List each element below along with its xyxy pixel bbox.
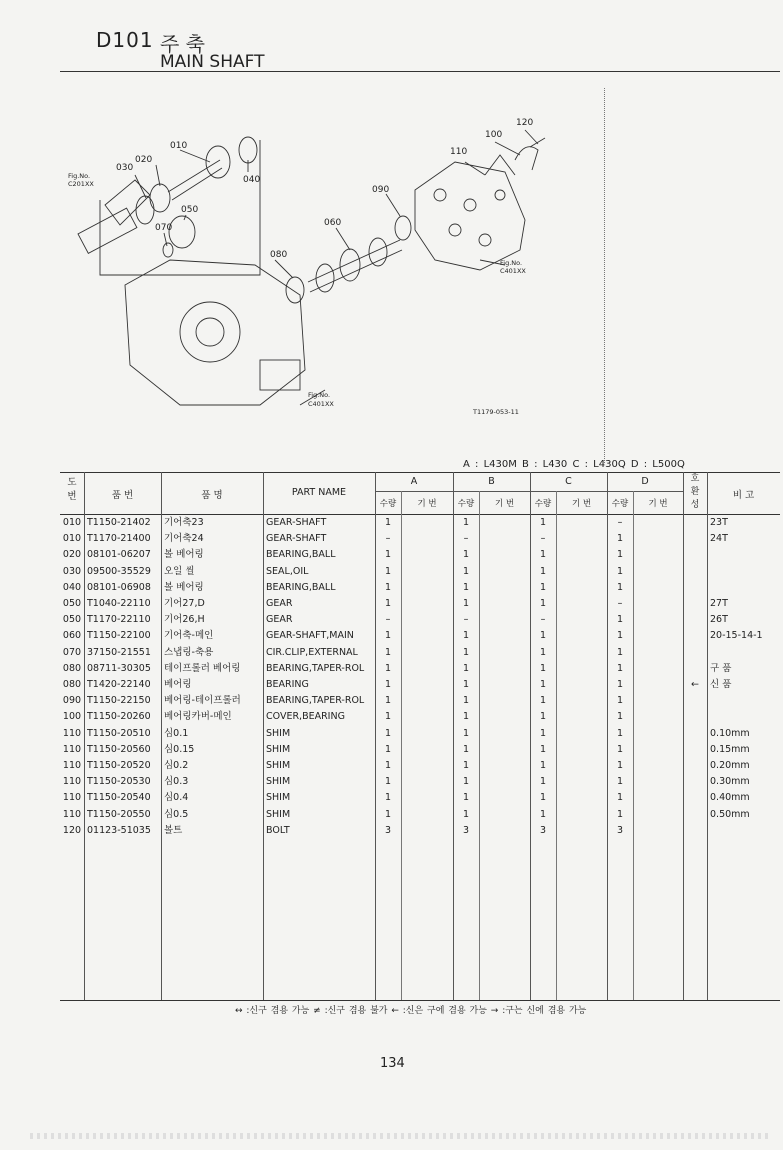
table-row xyxy=(60,661,780,677)
hdr-part-name-en: PART NAME xyxy=(291,487,347,498)
part-110-shim xyxy=(485,155,515,175)
cell-part_no: T1150-22150 xyxy=(87,695,151,707)
cell-part_no: T1150-20520 xyxy=(87,760,151,771)
table-row xyxy=(60,547,780,563)
cell-remark: 0.50mm xyxy=(710,808,750,820)
cell-kr: 심0.1 xyxy=(164,727,189,739)
cell-part_no: T1150-20260 xyxy=(87,711,151,723)
cell-ref: 110 xyxy=(62,760,82,771)
cell-part_no: T1170-21400 xyxy=(87,533,151,545)
cell-c: 1 xyxy=(539,598,547,609)
fig-ref-3-line2: C401XX xyxy=(308,400,334,408)
hdr-remarks: 비 고 xyxy=(732,490,755,501)
cell-c: 1 xyxy=(539,760,547,771)
cell-ref: 020 xyxy=(62,549,82,561)
cell-ref: 030 xyxy=(62,565,82,577)
callout-100: 100 xyxy=(485,130,503,140)
cell-ref: 110 xyxy=(62,808,82,820)
table-row xyxy=(60,612,780,628)
cell-kr: 베어링 xyxy=(164,679,192,690)
cell-kr: 스냅링-축용 xyxy=(164,646,214,658)
cell-remark: 0.20mm xyxy=(710,760,750,771)
cell-c: 1 xyxy=(539,679,547,690)
cell-en: SHIM xyxy=(266,760,291,771)
cell-a: 1 xyxy=(384,679,392,690)
cell-c: – xyxy=(540,614,546,626)
table-bottom-rule xyxy=(60,1000,780,1001)
cell-part_no: T1150-22100 xyxy=(87,630,151,642)
part-100-cover xyxy=(415,162,525,270)
cell-a: 1 xyxy=(384,776,392,788)
cell-ref: 110 xyxy=(62,776,82,788)
hdr-qty-a: 수량 xyxy=(379,499,397,509)
cell-ref: 100 xyxy=(62,711,82,723)
fig-ref-3-line1: Fig.No. xyxy=(308,391,331,399)
cell-en: BEARING,TAPER-ROL xyxy=(266,662,365,674)
cell-a: 1 xyxy=(384,808,392,820)
hdr-serial-c: 기 번 xyxy=(571,499,592,509)
cell-kr: 기어26,H xyxy=(164,614,205,626)
cell-b: 1 xyxy=(462,760,470,771)
cell-b: 1 xyxy=(462,646,470,658)
cell-en: SEAL,OIL xyxy=(266,565,309,577)
cell-part_no: T1150-20510 xyxy=(87,727,151,739)
cell-c: 1 xyxy=(539,727,547,739)
part-090-shape xyxy=(395,216,411,240)
cell-c: 1 xyxy=(539,711,547,723)
part-060-shaft xyxy=(308,240,402,292)
cell-d: 1 xyxy=(616,808,624,820)
table-row xyxy=(60,709,780,725)
cell-d: 1 xyxy=(616,776,624,788)
cell-en: BOLT xyxy=(266,824,290,836)
cell-kr: 오일 씰 xyxy=(164,565,195,577)
cell-remark: 0.15mm xyxy=(710,743,750,755)
cell-d: 1 xyxy=(616,549,624,561)
table-row xyxy=(60,790,780,806)
cell-kr: 기어27,D xyxy=(164,598,205,609)
cell-part_no: T1420-22140 xyxy=(87,679,151,690)
cell-remark: 0.40mm xyxy=(710,792,750,804)
cell-kr: 기어축23 xyxy=(164,517,204,528)
cell-c: 1 xyxy=(539,565,547,577)
cell-kr: 볼트 xyxy=(164,824,183,836)
cell-c: – xyxy=(540,533,546,545)
part-010-shaft xyxy=(168,160,222,200)
cell-ref: 080 xyxy=(62,679,82,690)
part-070-clip xyxy=(163,243,173,257)
cell-c: 1 xyxy=(539,792,547,804)
hdr-group-b: B xyxy=(488,476,495,487)
header-rule xyxy=(60,71,780,72)
cell-b: 1 xyxy=(462,549,470,561)
cell-b: 1 xyxy=(462,792,470,804)
catalog-code: D101 xyxy=(96,28,154,52)
cell-a: 1 xyxy=(384,711,392,723)
cell-en: GEAR xyxy=(266,614,293,626)
cell-kr: 심0.2 xyxy=(164,760,189,771)
cell-part_no: T1150-20530 xyxy=(87,776,151,788)
part-080-shape xyxy=(286,277,304,303)
page-number: 134 xyxy=(380,1056,405,1071)
cell-d: 1 xyxy=(616,727,624,739)
cell-part_no: 08101-06207 xyxy=(87,549,151,561)
table-row xyxy=(60,693,780,709)
cell-d: – xyxy=(617,598,623,609)
cell-en: SHIM xyxy=(266,743,291,755)
cell-ref: 120 xyxy=(62,824,82,836)
cell-a: 1 xyxy=(384,646,392,658)
cell-remark: 27T xyxy=(710,598,728,609)
cell-c: 1 xyxy=(539,776,547,788)
table-row xyxy=(60,580,780,596)
cell-remark: 23T xyxy=(710,517,728,528)
cell-a: 1 xyxy=(384,630,392,642)
cell-en: GEAR-SHAFT xyxy=(266,517,327,528)
cell-d: 1 xyxy=(616,565,624,577)
cell-b: 1 xyxy=(462,598,470,609)
table-row xyxy=(60,596,780,612)
cell-d: 1 xyxy=(616,760,624,771)
cell-remark: 20-15-14-1 xyxy=(710,630,763,642)
cell-a: 1 xyxy=(384,792,392,804)
cell-ref: 050 xyxy=(62,598,82,609)
table-row xyxy=(60,628,780,644)
divider-dotted xyxy=(604,88,605,463)
cell-b: 1 xyxy=(462,808,470,820)
input-shaft-body xyxy=(78,208,137,253)
cell-kr: 심0.15 xyxy=(164,743,195,755)
cell-b: 1 xyxy=(462,630,470,642)
hdr-part-no: 품 번 xyxy=(111,490,134,501)
cell-en: BEARING xyxy=(266,679,309,690)
cell-part_no: 01123-51035 xyxy=(87,824,151,836)
callout-030: 030 xyxy=(116,163,134,173)
cell-a: 3 xyxy=(384,824,392,836)
part-120-bolt xyxy=(530,138,545,147)
cell-kr: 베어링카버-메인 xyxy=(164,711,232,723)
cell-kr: 테이프롤러 베어링 xyxy=(164,662,241,674)
cell-c: 1 xyxy=(539,743,547,755)
cell-kr: 심0.3 xyxy=(164,776,189,788)
part-040-shape xyxy=(239,137,257,163)
page-title-en: MAIN SHAFT xyxy=(160,52,265,72)
cell-b: – xyxy=(463,533,469,545)
cell-ref: 060 xyxy=(62,630,82,642)
cell-c: 1 xyxy=(539,581,547,593)
hdr-serial-a: 기 번 xyxy=(417,499,437,509)
cell-b: 1 xyxy=(462,581,470,593)
cell-kr: 심0.5 xyxy=(164,808,189,820)
table-row xyxy=(60,515,780,531)
cell-en: SHIM xyxy=(266,776,291,788)
callout-060: 060 xyxy=(324,218,342,228)
callout-040: 040 xyxy=(243,175,261,185)
hdr-group-a: A xyxy=(410,476,418,487)
cell-ref: 080 xyxy=(62,662,82,674)
cell-remark: 24T xyxy=(710,533,728,545)
fig-ref-1-line1: Fig.No. xyxy=(68,172,91,180)
cell-remark: 0.10mm xyxy=(710,727,750,739)
cell-remark: 구 품 xyxy=(710,662,732,674)
cell-en: BEARING,BALL xyxy=(266,581,336,593)
hdr-serial-b: 기 번 xyxy=(494,499,515,509)
image-code: T1179-053-11 xyxy=(473,408,519,416)
cell-d: 1 xyxy=(616,646,624,658)
cell-kr: 볼 베어링 xyxy=(164,581,204,593)
table-top-rule xyxy=(60,472,780,473)
cell-kr: 심0.4 xyxy=(164,792,189,804)
exploded-diagram xyxy=(60,100,600,430)
fig-ref-2-line1: Fig.No. xyxy=(500,259,523,267)
cell-part_no: T1150-20550 xyxy=(87,808,151,820)
cell-a: 1 xyxy=(384,760,392,771)
cell-d: 1 xyxy=(616,743,624,755)
cell-b: 1 xyxy=(462,727,470,739)
table-row xyxy=(60,564,780,580)
cell-a: 1 xyxy=(384,598,392,609)
cell-en: SHIM xyxy=(266,727,291,739)
diagram-drawing xyxy=(78,130,545,405)
cell-ref: 110 xyxy=(62,792,82,804)
table-row xyxy=(60,807,780,823)
cell-c: 1 xyxy=(539,646,547,658)
cell-d: 1 xyxy=(616,711,624,723)
cell-b: 1 xyxy=(462,695,470,707)
cell-a: – xyxy=(385,614,391,626)
cell-ref: 050 xyxy=(62,614,82,626)
cell-b: 1 xyxy=(462,565,470,577)
cell-d: 1 xyxy=(616,581,624,593)
cell-d: 3 xyxy=(616,824,624,836)
hdr-serial-d: 기 번 xyxy=(648,499,668,509)
callout-050: 050 xyxy=(181,205,199,215)
cell-ref: 090 xyxy=(62,695,82,707)
cell-a: 1 xyxy=(384,549,392,561)
cell-b: 1 xyxy=(462,711,470,723)
cell-a: – xyxy=(385,533,391,545)
part-020-shape xyxy=(150,184,170,212)
cell-en: GEAR xyxy=(266,598,293,609)
scan-edge xyxy=(30,1133,770,1139)
table-row xyxy=(60,758,780,774)
cell-c: 1 xyxy=(539,549,547,561)
cell-kr: 기어축-메인 xyxy=(164,630,214,642)
input-shaft-part xyxy=(105,180,150,225)
callout-080: 080 xyxy=(270,250,288,260)
cell-kr: 기어축24 xyxy=(164,533,204,545)
group-header-rule xyxy=(375,491,683,492)
table-row xyxy=(60,531,780,547)
table-row xyxy=(60,645,780,661)
cell-ref: 010 xyxy=(62,533,82,545)
cell-remark: 신 품 xyxy=(710,679,732,690)
table-row xyxy=(60,774,780,790)
cell-d: 1 xyxy=(616,679,624,690)
cell-en: GEAR-SHAFT xyxy=(266,533,327,545)
hdr-qty-d: 수량 xyxy=(611,499,629,509)
hdr-part-name-kr: 품 명 xyxy=(201,490,223,501)
cell-c: 1 xyxy=(539,662,547,674)
cell-part_no: 08101-06908 xyxy=(87,581,151,593)
cell-c: 1 xyxy=(539,695,547,707)
cell-part_no: 08711-30305 xyxy=(87,662,151,674)
cell-en: BEARING,TAPER-ROL xyxy=(266,695,365,707)
cell-ix: ← xyxy=(691,679,699,690)
cell-remark: 26T xyxy=(710,614,728,626)
cell-part_no: T1150-20540 xyxy=(87,792,151,804)
cell-d: 1 xyxy=(616,662,624,674)
cell-a: 1 xyxy=(384,565,392,577)
cell-d: 1 xyxy=(616,533,624,545)
callout-120: 120 xyxy=(516,118,534,128)
part-110-shim-2 xyxy=(515,147,538,170)
cell-a: 1 xyxy=(384,662,392,674)
cell-part_no: T1150-21402 xyxy=(87,517,151,528)
cell-c: 1 xyxy=(539,630,547,642)
cell-en: SHIM xyxy=(266,808,291,820)
hdr-group-d: D xyxy=(641,476,649,487)
table-row xyxy=(60,677,780,693)
hdr-ref: 도 번 xyxy=(67,477,77,502)
cell-b: 3 xyxy=(462,824,470,836)
cell-ref: 010 xyxy=(62,517,82,528)
cell-a: 1 xyxy=(384,743,392,755)
cell-en: COVER,BEARING xyxy=(266,711,345,723)
cell-ref: 110 xyxy=(62,727,82,739)
callout-020: 020 xyxy=(135,155,153,165)
cell-part_no: 09500-35529 xyxy=(87,565,151,577)
interchange-legend: ↔ :신구 겸용 가능 ≠ :신구 겸용 불가 ← :신은 구에 겸용 가능 → :구는 신에 겸용 가능 xyxy=(235,1006,587,1016)
cell-a: 1 xyxy=(384,727,392,739)
model-legend: A : L430M B : L430 C : L430Q D : L500Q xyxy=(463,459,685,470)
cell-en: SHIM xyxy=(266,792,291,804)
cell-ref: 070 xyxy=(62,646,82,658)
cell-b: 1 xyxy=(462,517,470,528)
cell-a: 1 xyxy=(384,517,392,528)
cell-a: 1 xyxy=(384,695,392,707)
cell-remark: 0.30mm xyxy=(710,776,750,788)
page-title-kr: 주 축 xyxy=(160,32,205,56)
cell-d: 1 xyxy=(616,614,624,626)
callout-010: 010 xyxy=(170,141,188,151)
table-row xyxy=(60,823,780,839)
cell-d: – xyxy=(617,517,623,528)
cell-ref: 040 xyxy=(62,581,82,593)
callout-070: 070 xyxy=(155,223,173,233)
cell-b: 1 xyxy=(462,776,470,788)
cell-en: CIR.CLIP,EXTERNAL xyxy=(266,646,358,658)
housing-bore xyxy=(180,302,240,362)
cell-en: GEAR-SHAFT,MAIN xyxy=(266,630,354,642)
cell-c: 1 xyxy=(539,517,547,528)
hdr-qty-c: 수량 xyxy=(534,499,552,509)
callout-090: 090 xyxy=(372,185,390,195)
cell-kr: 베어링-테이프롤러 xyxy=(164,695,241,707)
cell-part_no: T1150-20560 xyxy=(87,743,151,755)
cell-d: 1 xyxy=(616,695,624,707)
cell-part_no: 37150-21551 xyxy=(87,646,151,658)
cell-kr: 볼 베어링 xyxy=(164,549,204,561)
cell-b: – xyxy=(463,614,469,626)
cell-d: 1 xyxy=(616,792,624,804)
assembly-bracket xyxy=(100,140,260,275)
cell-b: 1 xyxy=(462,743,470,755)
cell-d: 1 xyxy=(616,630,624,642)
cell-ref: 110 xyxy=(62,743,82,755)
cell-c: 1 xyxy=(539,808,547,820)
cell-b: 1 xyxy=(462,662,470,674)
hdr-qty-b: 수량 xyxy=(457,499,475,509)
cell-b: 1 xyxy=(462,679,470,690)
callout-110: 110 xyxy=(450,147,468,157)
cell-c: 3 xyxy=(539,824,547,836)
housing-flange xyxy=(260,360,300,390)
cell-a: 1 xyxy=(384,581,392,593)
fig-ref-1-line2: C201XX xyxy=(68,180,94,188)
table-row xyxy=(60,726,780,742)
table-row xyxy=(60,742,780,758)
hdr-group-c: C xyxy=(565,476,572,487)
fig-ref-2-line2: C401XX xyxy=(500,267,526,275)
part-050-gear xyxy=(169,216,195,248)
parts-table xyxy=(60,472,780,1000)
cell-part_no: T1040-22110 xyxy=(87,598,151,609)
cell-part_no: T1170-22110 xyxy=(87,614,151,626)
housing-outline xyxy=(125,260,305,405)
hdr-interchange: 호 환 성 xyxy=(690,474,700,510)
cell-en: BEARING,BALL xyxy=(266,549,336,561)
